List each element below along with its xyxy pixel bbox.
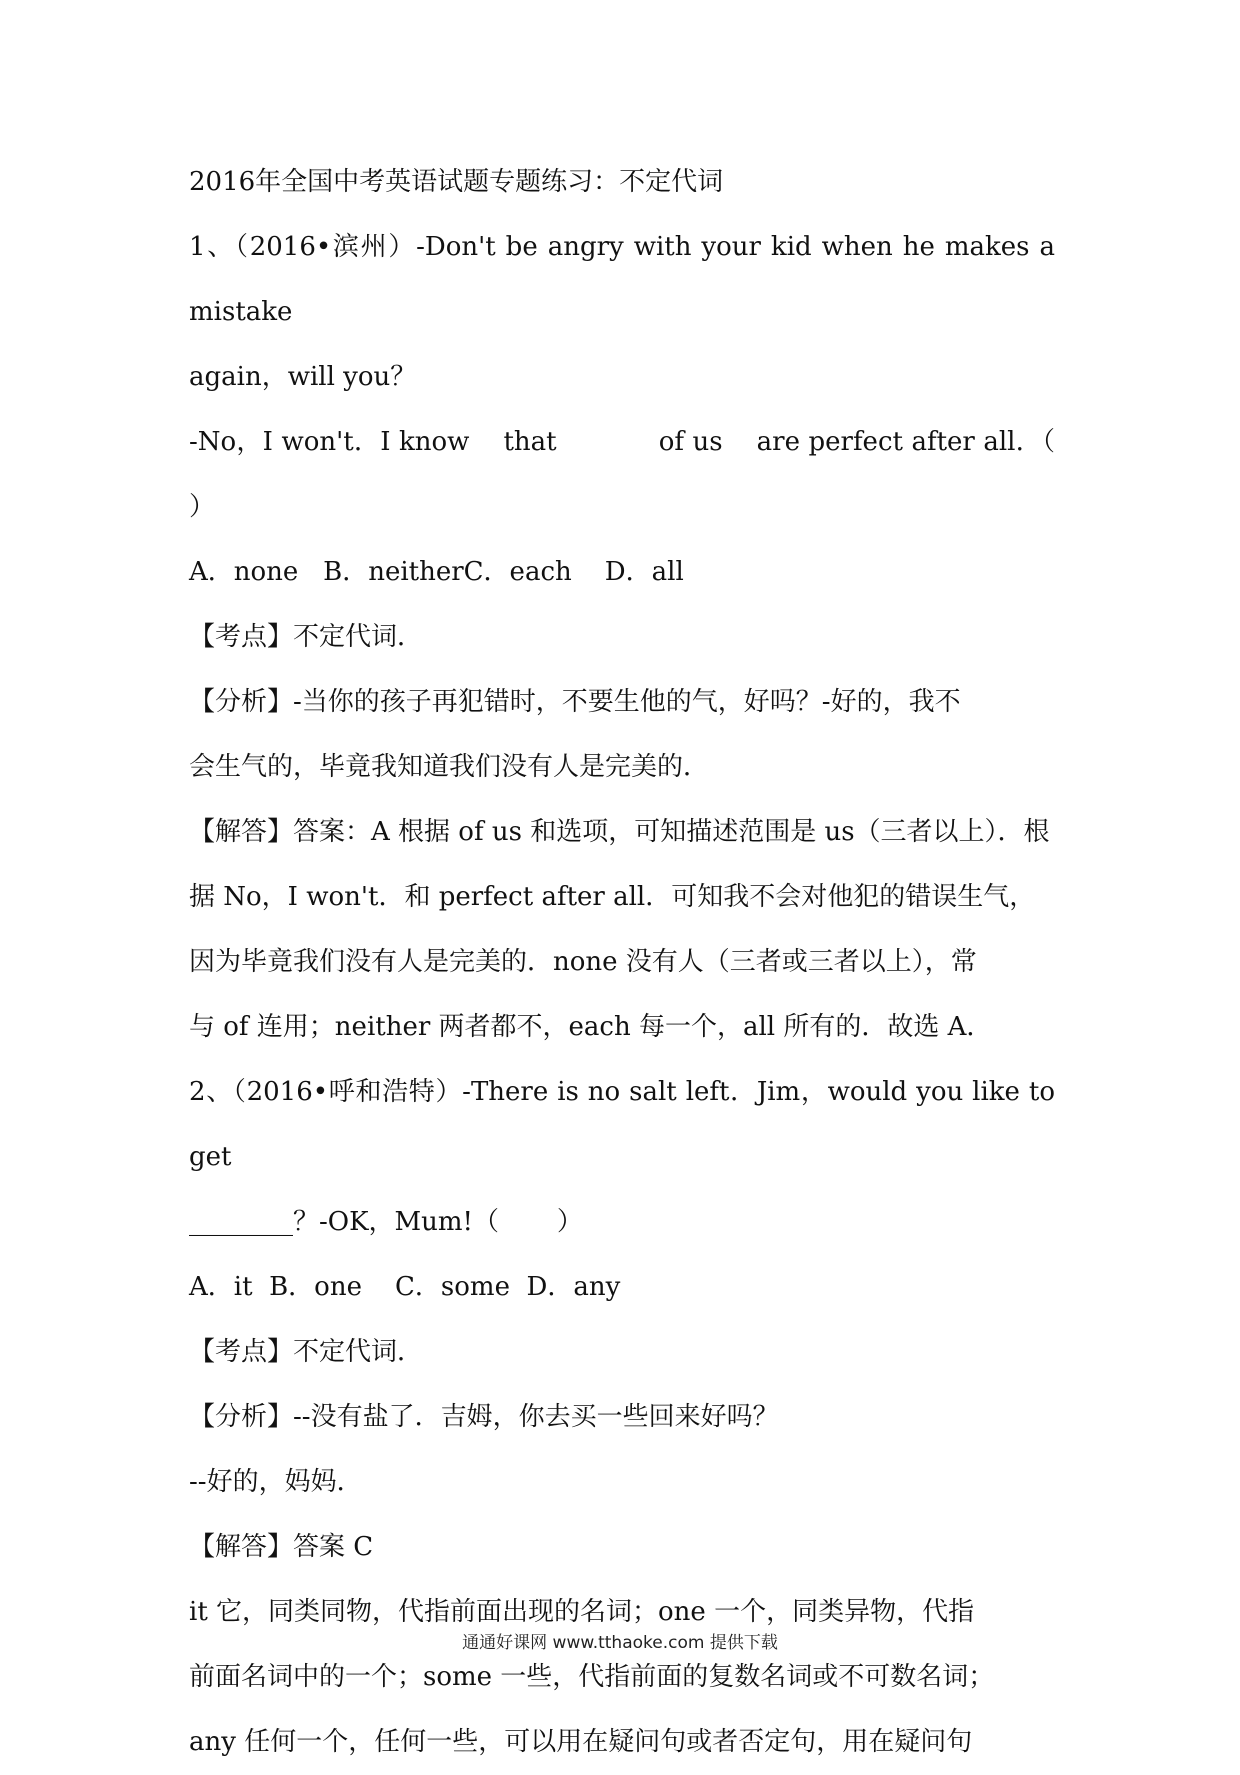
q1-stem-line-2: again，will you？ xyxy=(189,362,417,392)
q1-analysis-line-1: 【分析】-当你的孩子再犯错时，不要生他的气，好吗？-好的，我不 xyxy=(189,687,961,717)
document-body xyxy=(189,150,1113,1775)
q2-analysis-line-1: 【分析】--没有盐了．吉姆，你去买一些回来好吗？ xyxy=(189,1402,779,1432)
document-title: 2016年全国中考英语试题专题练习：不定代词 xyxy=(189,167,724,197)
q1-kaodian: 【考点】不定代词． xyxy=(189,622,424,652)
q1-stem-line-1: 1、（2016•滨州）-Don't be angry with your kid when he makes a mistake xyxy=(189,232,1064,327)
q1-answer-line-4: 与 of 连用；neither 两者都不，each 每一个，all 所有的．故选 A． xyxy=(189,1012,993,1042)
q2-answer-line-1: it 它，同类同物，代指前面出现的名词；one 一个，同类异物，代指 xyxy=(189,1597,975,1627)
q2-answer-line-3: any 任何一个，任何一些，可以用在疑问句或者否定句，用在疑问句 xyxy=(189,1727,973,1757)
q2-answer-line-2: 前面名词中的一个；some 一些，代指前面的复数名词或不可数名词； xyxy=(189,1662,995,1692)
q1-answer-line-2: 据 No，I won't．和 perfect after all．可知我不会对他犯的错误生气， xyxy=(189,882,1036,912)
q2-stem-line-1: 2、（2016•呼和浩特）-There is no salt left．Jim，would you like to get xyxy=(189,1077,1064,1172)
q2-options: A．it B．one C．some D．any xyxy=(189,1272,621,1302)
q2-answer-title: 【解答】答案 C xyxy=(189,1532,374,1562)
q2-stem-line-2: ________？-OK，Mum!（ ） xyxy=(189,1207,583,1237)
q1-stem-line-3: -No，I won't．I know that of us are perfect after all．（ ） xyxy=(189,427,1113,522)
q1-answer-line-1: 【解答】答案：A 根据 of us 和选项，可知描述范围是 us（三者以上）．根 xyxy=(189,817,1050,847)
q2-kaodian: 【考点】不定代词． xyxy=(189,1337,424,1367)
q1-answer-line-3: 因为毕竟我们没有人是完美的．none 没有人（三者或三者以上），常 xyxy=(189,947,977,977)
q1-options: A．none B．neitherC．each D．all xyxy=(189,557,684,587)
question-2 xyxy=(189,1060,1064,1775)
page-footer: 通通好课网 www.tthaoke.com 提供下载 xyxy=(462,1633,778,1653)
q2-analysis-line-2: --好的，妈妈． xyxy=(189,1467,363,1497)
question-1 xyxy=(189,215,1113,1060)
q1-analysis-line-2: 会生气的，毕竟我知道我们没有人是完美的． xyxy=(189,752,710,782)
